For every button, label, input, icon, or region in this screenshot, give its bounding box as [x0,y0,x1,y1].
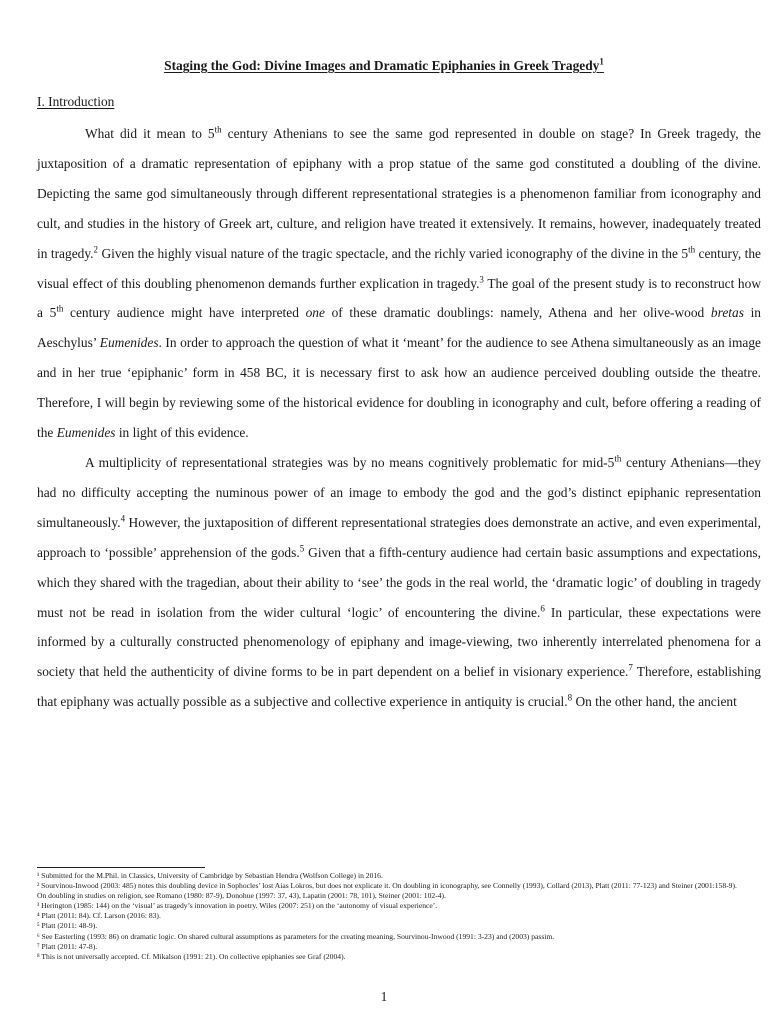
footnotes [37,871,737,962]
footnote-ref: 7 [628,662,633,673]
footnote-1: ¹ Submitted for the M.Phil. in Classics, University of Cambridge by Sebastian Hendra (Wolfson College) in 2016. [37,871,383,880]
title-text: Staging the God: Divine Images and Dramatic Epiphanies in Greek Tragedy [164,58,600,73]
footnote-6: ⁶ See Easterling (1993: 86) on dramatic logic. On shared cultural assumptions as parameters for the creating meaning, Sourvinou-Inwood (1991: 3-23) and (2003) passim. [37,931,555,941]
footnote-ref: 5 [299,543,305,554]
footnote-ref: 2 [93,244,99,255]
footnote-8: ⁸ This is not universally accepted. Cf. Mikalson (1991: 21). On collective epiphanies see Graf (2004). [37,951,346,961]
paragraph-2: A multiplicity of representational strategies was by no means cognitively problematic for mid-5th century Athenians—they had no difficulty accepting the numinous power of an image to embody the god and the god’s distinct epiphanic representation simultaneously.$^4$ However, the juxtaposition of different representational strategies does demonstrate an active, and even experimental, approach to ‘possible’ apprehension of the gods.$^5$ Given that a fifth-century audience had certain basic assumptions and expectations, which they shared with the tragedian, about their ability to ‘see’ the gods in the real world, the ‘dramatic logic’ of doubling in tragedy must not be read in isolation from the wider cultural ‘logic’ of encountering the divine.$^6$ In particular, these expectations were informed by a culturally constructed phenomenology of epiphany and image-viewing, two inherently interrelated phenomena for a society that held the authenticity of divine forms to be in part dependent on a belief in visionary experience.$^7$ Therefore, establishing that epiphany was actually possible as a subjective and collective experience in antiquity is crucial.$^8$ On the other hand, the ancient [37,453,761,710]
footnote-2: ² Sourvinou-Inwood (2003: 485) notes this doubling device in Sophocles’ lost Aias Lokros, but does not explicate it. On doubling in iconography, see Connelly (1993), Collard (2013), Platt (2011: 77-123) and Steiner (2001:158-9). On doubling in studies on religion, see Romano (1980: 87-9), Donohue (1997: 37, 43), Lapatin (2001: 78, 101), Steiner (2001: 102-4). [37,881,737,901]
footnote-7: ⁷ Platt (2011: 47-8). [37,941,98,951]
page-number: 1 [380,989,388,1004]
footnote-divider [37,867,205,868]
footnote-ref: 1 [599,56,604,67]
footnote-4: ⁴ Platt (2011: 84). Cf. Larson (2016: 83). [37,911,161,921]
paragraph-1: What did it mean to 5th century Athenians to see the same god represented in double on stage? In Greek tragedy, the juxtaposition of a dramatic representation of epiphany with a prop statue of the same god constituted a doubling of the divine. Depicting the same god simultaneously through different representational strategies is a phenomenon familiar from iconography and cult, and studies in the history of Greek art, culture, and religion have treated it extensively. It remains, however, inadequately treated in tragedy.$^2$ Given the highly visual nature of the tragic spectacle, and the richly varied iconography of the divine in the 5th century, the visual effect of this doubling phenomenon demands further explication in tragedy.$^3$ The goal of the present study is to reconstruct how a 5th century audience might have interpreted one of these dramatic doublings: namely, Athena and her olive-wood bretas in Aeschylus’ Eumenides. In order to approach the question of what it ‘meant’ for the audience to see Athena simultaneously as an image and in her true ‘epiphanic’ form in 458 BC, it is necessary first to ask how an audience perceived doubling outside the theatre. Therefore, I will begin by reviewing some of the historical evidence for doubling in iconography and cult, before offering a reading of the Eumenides in light of this evidence. [37,124,762,441]
footnote-ref: 3 [479,274,484,285]
footnote-ref: 8 [567,692,573,703]
footnote-ref: 6 [540,603,545,614]
footnote-5: ⁵ Platt (2011: 48-9). [37,921,98,931]
section-heading: I. Introduction [37,94,115,109]
footnote-ref: 4 [120,513,126,524]
paper-title [0,58,768,74]
body-text [37,119,761,717]
footnote-3: ³ Herington (1985: 144) on the ‘visual’ as tragedy’s innovation in poetry. Wiles (2007: 251) on the ‘autonomy of visual experience’. [37,901,438,911]
